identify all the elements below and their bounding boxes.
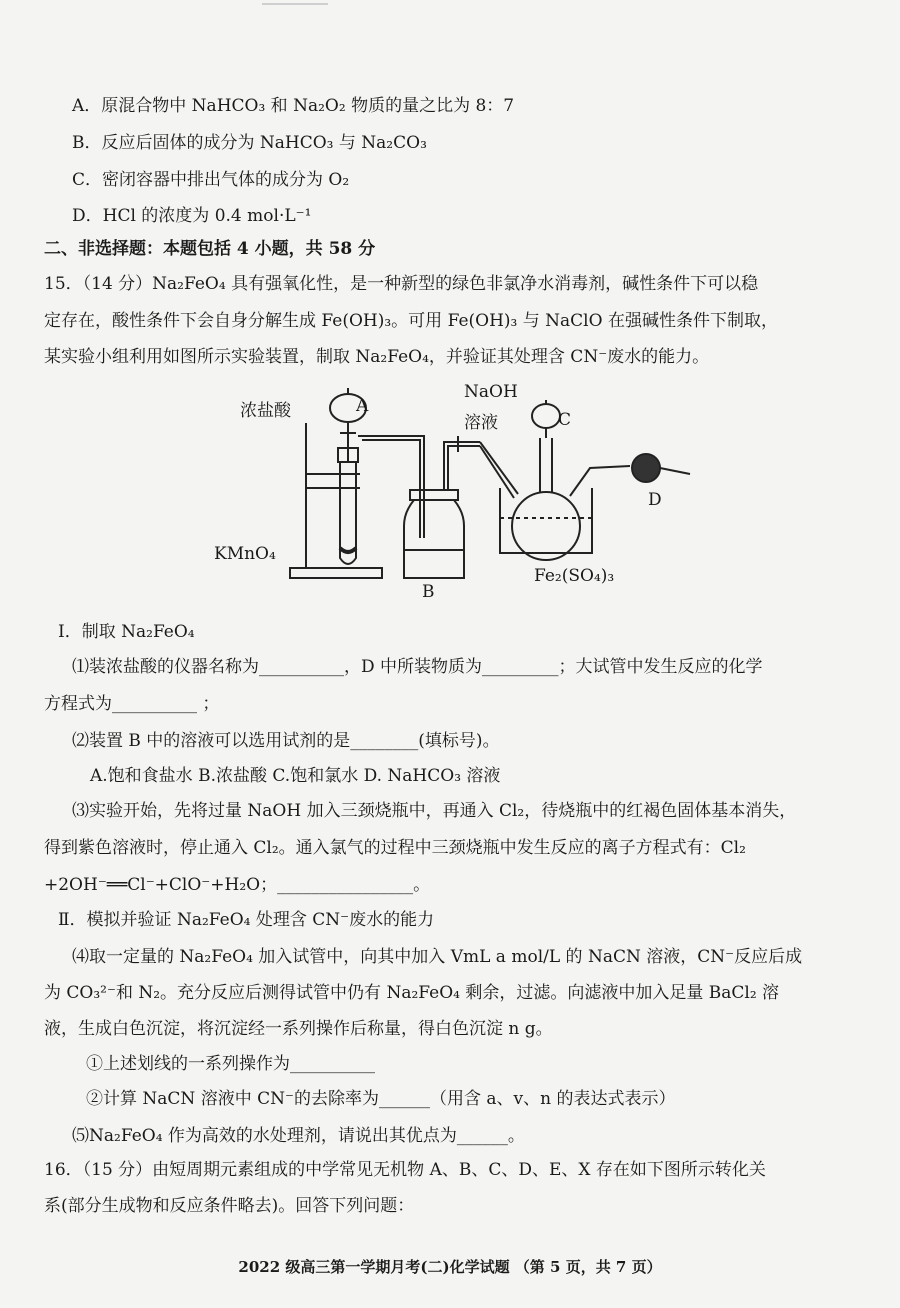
- q15-body-line: ①上述划线的一系列操作为__________: [86, 1054, 375, 1074]
- label-b: B: [422, 582, 435, 602]
- q15-part2-header: Ⅱ．模拟并验证 Na₂FeO₄ 处理含 CN⁻废水的能力: [58, 910, 435, 930]
- q15-body-line: 为 CO₃²⁻和 N₂。充分反应后测得试管中仍有 Na₂FeO₄ 剩余，过滤。向滤液中加入足量 BaCl₂ 溶: [44, 983, 780, 1003]
- q15-options-line: A.饱和食盐水 B.浓盐酸 C.饱和氯水 D. NaHCO₃ 溶液: [90, 766, 501, 786]
- q14-option-d: D．HCl 的浓度为 0.4 mol·L⁻¹: [72, 206, 312, 226]
- label-kmno4: KMnO₄: [214, 544, 276, 564]
- q15-body-line: ⑷取一定量的 Na₂FeO₄ 加入试管中，向其中加入 VmL a mol/L 的 NaCN 溶液，CN⁻反应后成: [72, 947, 803, 967]
- q15-body-line: 得到紫色溶液时，停止通入 Cl₂。通入氯气的过程中三颈烧瓶中发生反应的离子方程式有：Cl₂: [44, 838, 746, 858]
- label-c: C: [558, 410, 572, 430]
- q15-body-line: ⑸Na₂FeO₄ 作为高效的水处理剂，请说出其优点为______。: [72, 1126, 525, 1146]
- q16-line: 16．（15 分）由短周期元素组成的中学常见无机物 A、B、C、D、E、X 存在如下图所示转化关: [44, 1160, 766, 1180]
- q15-intro-line: 15．（14 分）Na₂FeO₄ 具有强氧化性，是一种新型的绿色非氯净水消毒剂，碱性条件下可以稳: [44, 274, 759, 294]
- q15-body-line: 方程式为__________ ；: [44, 694, 220, 714]
- section-2-header: 二、非选择题：本题包括 4 小题，共 58 分: [44, 239, 376, 259]
- q15-part1-header: Ⅰ．制取 Na₂FeO₄: [58, 622, 195, 642]
- page-footer: 2022 级高三第一学期月考(二)化学试题 （第 5 页，共 7 页）: [238, 1258, 662, 1276]
- q14-option-a: A．原混合物中 NaHCO₃ 和 Na₂O₂ 物质的量之比为 8：7: [72, 96, 515, 116]
- label-naoh: NaOH: [464, 382, 518, 402]
- q14-option-c: C．密闭容器中排出气体的成分为 O₂: [72, 170, 350, 190]
- q14-option-b: B．反应后固体的成分为 NaHCO₃ 与 Na₂CO₃: [72, 133, 427, 153]
- q15-body-line: ⑴装浓盐酸的仪器名称为__________，D 中所装物质为_________；大试管中发生反应的化学: [72, 657, 763, 677]
- label-d: D: [648, 490, 662, 510]
- q15-body-line: ⑵装置 B 中的溶液可以选用试剂的是________(填标号)。: [72, 731, 500, 751]
- label-fe2so43: Fe₂(SO₄)₃: [534, 566, 615, 586]
- q15-intro-line: 某实验小组利用如图所示实验装置，制取 Na₂FeO₄，并验证其处理含 CN⁻废水的能力。: [44, 347, 710, 367]
- q15-intro-line: 定存在，酸性条件下会自身分解生成 Fe(OH)₃。可用 Fe(OH)₃ 与 NaClO 在强碱性条件下制取，: [44, 311, 778, 331]
- q15-body-line: ②计算 NaCN 溶液中 CN⁻的去除率为______（用含 a、v、n 的表达式表示）: [86, 1089, 676, 1109]
- label-a: A: [356, 396, 369, 416]
- apparatus-diagram: [210, 378, 710, 600]
- label-conc-hcl: 浓盐酸: [240, 401, 291, 421]
- q15-body-line: ⑶实验开始，先将过量 NaOH 加入三颈烧瓶中，再通入 Cl₂，待烧瓶中的红褐色固体基本消失，: [72, 801, 797, 821]
- q16-line: 系(部分生成物和反应条件略去)。回答下列问题：: [44, 1196, 415, 1216]
- label-solution: 溶液: [464, 413, 498, 433]
- q15-body-line: +2OH⁻══Cl⁻+ClO⁻+H₂O；________________。: [44, 875, 431, 895]
- scan-mark: [262, 3, 328, 5]
- q15-body-line: 液，生成白色沉淀，将沉淀经一系列操作后称量，得白色沉淀 n g。: [44, 1019, 553, 1039]
